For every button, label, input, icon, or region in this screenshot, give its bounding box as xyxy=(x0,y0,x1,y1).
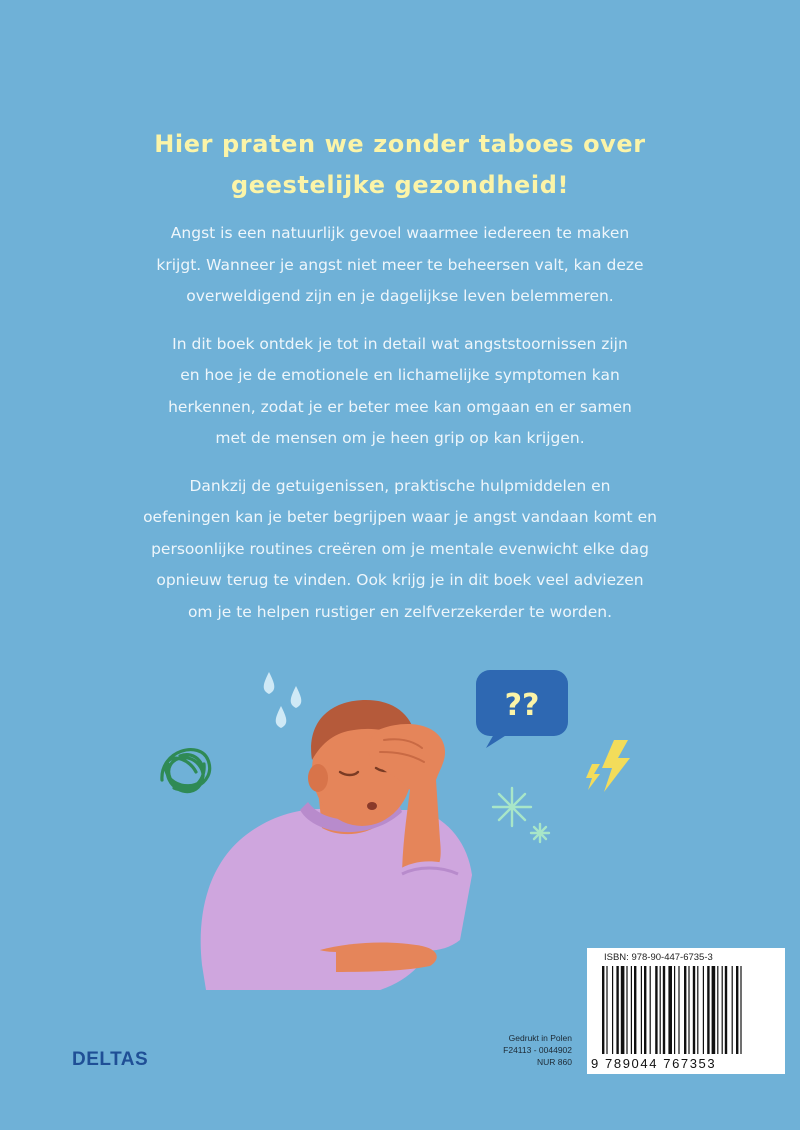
paragraph-line: persoonlijke routines creëren om je mentale evenwicht elke dag xyxy=(151,539,649,558)
sparkle-icon xyxy=(493,788,549,842)
paragraph-line: In dit boek ontdek je tot in detail wat angststoornissen zijn xyxy=(172,334,628,353)
paragraph-line: opnieuw terug te vinden. Ook krijg je in dit boek veel adviezen xyxy=(156,571,644,589)
headline-line-1: Hier praten we zonder taboes over xyxy=(154,130,646,158)
paragraph-3 xyxy=(110,471,690,629)
paragraph-line: met de mensen om je heen grip op kan krijgen. xyxy=(215,429,585,447)
print-info xyxy=(468,1032,572,1068)
nur-code: NUR 860 xyxy=(537,1057,572,1067)
paragraph-line: Dankzij de getuigenissen, praktische hulpmiddelen en xyxy=(189,476,611,495)
paragraph-line: en hoe je de emotionele en lichamelijke symptomen kan xyxy=(180,366,620,384)
anxious-person-illustration xyxy=(140,660,660,990)
scribble-icon xyxy=(162,750,210,792)
cover-headline xyxy=(0,124,800,206)
paragraph-line: herkennen, zodat je er beter mee kan omgaan en er samen xyxy=(168,397,632,416)
publisher-logo: DELTAS xyxy=(72,1049,149,1070)
paragraph-line: oefeningen kan je beter begrijpen waar je angst vandaan komt en xyxy=(143,508,657,526)
paragraph-2 xyxy=(110,329,690,455)
person-figure xyxy=(201,700,472,990)
paragraph-line: overweldigend zijn en je dagelijkse leven belemmeren. xyxy=(186,287,614,305)
barcode-bars xyxy=(596,966,778,1056)
paragraph-1 xyxy=(110,218,690,313)
paragraph-line: om je te helpen rustiger en zelfverzekerder te worden. xyxy=(187,602,613,621)
question-bubble-icon xyxy=(476,670,568,748)
headline-line-2: geestelijke gezondheid! xyxy=(230,171,570,199)
lightning-icon xyxy=(586,740,630,792)
blurb-text xyxy=(110,218,690,644)
barcode-digits: 9 789044 767353 xyxy=(591,1056,717,1071)
paragraph-line: krijgt. Wanneer je angst niet meer te beheersen valt, kan deze xyxy=(156,255,644,274)
isbn-label: ISBN: 978-90-447-6735-3 xyxy=(604,952,713,963)
bubble-text: ?? xyxy=(504,688,540,723)
print-code: F24113 - 0044902 xyxy=(503,1045,572,1055)
sweat-drops-icon xyxy=(264,672,302,728)
print-country: Gedrukt in Polen xyxy=(508,1033,572,1043)
paragraph-line: Angst is een natuurlijk gevoel waarmee iedereen te maken xyxy=(170,224,630,242)
